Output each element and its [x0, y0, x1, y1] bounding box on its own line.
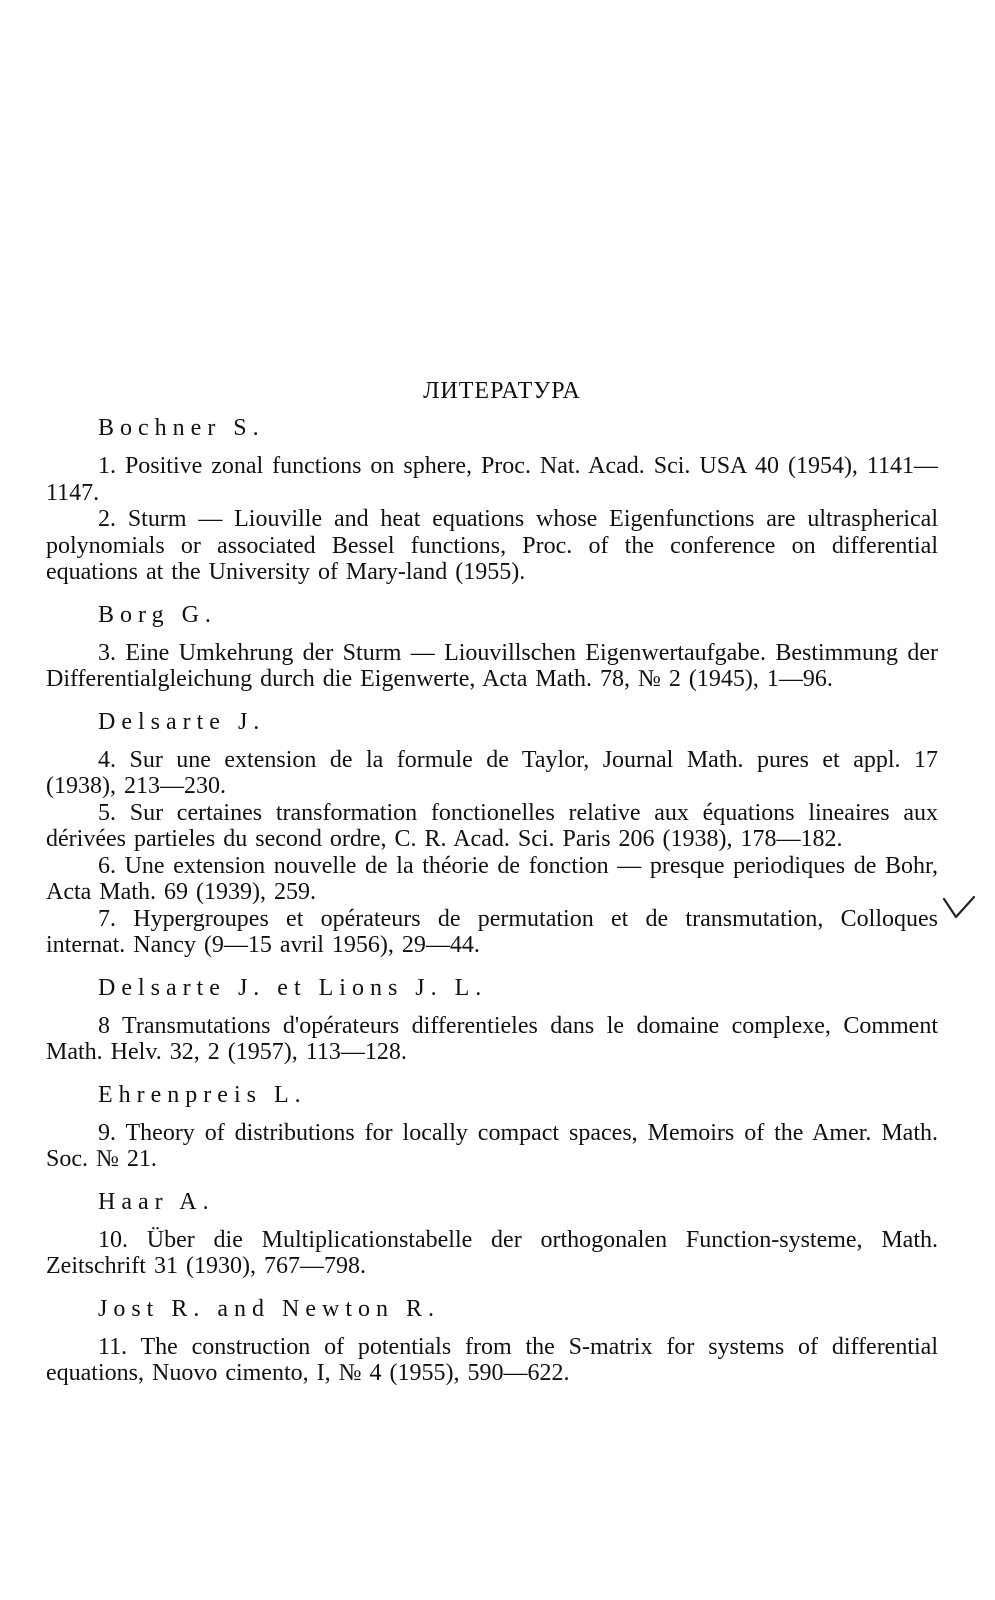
reference-entry: 10. Über die Multiplicationstabelle der orthogonalen Function-systeme, Math. Zeitschrift 31 (1930), 767—798. — [46, 1226, 938, 1279]
author-name: Delsarte J. et Lions J. L. — [98, 974, 488, 1001]
reference-group-jost-newton — [46, 1294, 938, 1387]
reference-entry: 4. Sur une extension de la formule de Taylor, Journal Math. pures et appl. 17 (1938), 213—230. — [46, 746, 938, 799]
reference-group-delsarte — [46, 707, 938, 959]
author-name: Haar A. — [98, 1188, 215, 1215]
bibliography-page — [46, 378, 938, 1401]
author-name: Bochner S. — [98, 415, 265, 441]
reference-entry: 5. Sur certaines transformation fonctionelles relative aux équations lineaires aux dérivées partieles du second ordre, C. R. Acad. Sci. Paris 206 (1938), 178—182. — [46, 799, 938, 852]
reference-group-delsarte-lions — [46, 973, 938, 1066]
reference-entry: 1. Positive zonal functions on sphere, Proc. Nat. Acad. Sci. USA 40 (1954), 1141—1147. — [46, 453, 938, 506]
reference-group-ehrenpreis — [46, 1080, 938, 1173]
reference-group-bochner — [46, 413, 938, 586]
reference-entry: 2. Sturm — Liouville and heat equations whose Eigenfunctions are ultraspherical polynomials or associated Bessel functions, Proc. of the conference on differential equations at the University of Mary-land (1955). — [46, 506, 938, 585]
author-name: Borg G. — [98, 601, 217, 628]
checkmark-icon — [942, 895, 976, 921]
author-name: Delsarte J. — [98, 708, 266, 735]
reference-entry: 3. Eine Umkehrung der Sturm — Liouvillschen Eigenwertaufgabe. Bestimmung der Differentialgleichung durch die Eigenwerte, Acta Math. 78, № 2 (1945), 1—96. — [46, 639, 938, 692]
reference-group-borg — [46, 600, 938, 693]
reference-entry: 6. Une extension nouvelle de la théorie de fonction — presque periodiques de Bohr, Acta Math. 69 (1939), 259. — [46, 852, 938, 905]
author-name: Jost R. and Newton R. — [98, 1295, 440, 1322]
reference-entry: 8 Transmutations d'opérateurs differentieles dans le domaine complexe, Comment Math. Helv. 32, 2 (1957), 113—128. — [46, 1012, 938, 1065]
reference-group-haar — [46, 1187, 938, 1280]
page-title: ЛИТЕРАТУРА — [423, 378, 581, 404]
author-name: Ehrenpreis L. — [98, 1081, 307, 1108]
reference-entry: 11. The construction of potentials from the S-matrix for systems of differential equations, Nuovo cimento, I, № 4 (1955), 590—622. — [46, 1333, 938, 1386]
reference-entry: 7. Hypergroupes et opérateurs de permutation et de transmutation, Colloques internat. Nancy (9—15 avril 1956), 29—44. — [46, 905, 938, 958]
reference-entry: 9. Theory of distributions for locally compact spaces, Memoirs of the Amer. Math. Soc. № 21. — [46, 1119, 938, 1172]
